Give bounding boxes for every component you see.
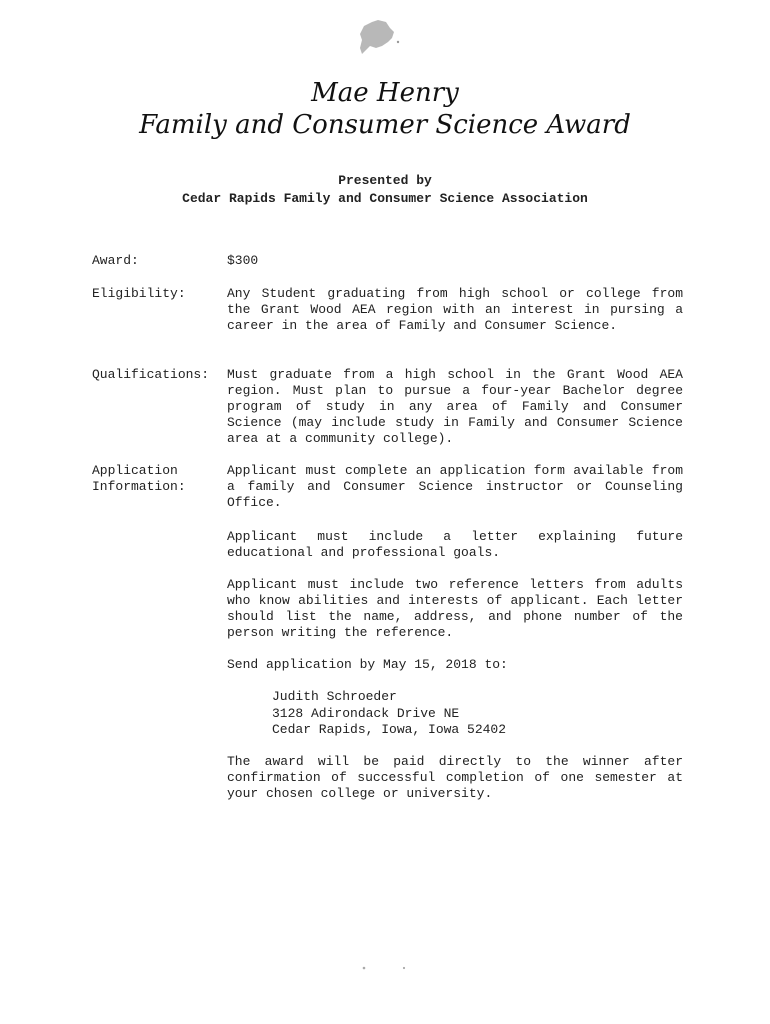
presenting-organization: Cedar Rapids Family and Consumer Science Association [182,191,588,206]
application-label-line-2: Information: [92,479,186,494]
send-instruction: Send application by May 15, 2018 to: [227,657,508,672]
address-street: 3128 Adirondack Drive NE [272,706,460,721]
application-label [92,463,222,495]
qualifications-label: Qualifications: [92,367,210,382]
address-city: Cedar Rapids, Iowa, Iowa 52402 [272,722,507,737]
award-amount: $300 [227,253,259,268]
application-paragraph-3: Applicant must include two reference letters from adults who know abilities and interests of applicant. Each letter should list the name, address, and phone number of the person writing the reference. [227,577,683,640]
eligibility-text: Any Student graduating from high school or college from the Grant Wood AEA region with an interest in pursing a career in the area of Family and Consumer Science. [227,286,683,333]
state-map-logo-icon [352,16,402,60]
title-line-2: Family and Consumer Science Award [139,110,631,140]
address-name: Judith Schroeder [272,689,397,704]
application-paragraph-2: Applicant must include a letter explaining future educational and professional goals. [227,529,683,560]
application-paragraph-1: Applicant must complete an application form available from a family and Consumer Science instructor or Counseling Office. [227,463,683,510]
scan-speck-icon [356,962,416,974]
award-label: Award: [92,253,139,268]
eligibility-label: Eligibility: [92,286,186,301]
application-label-line-1: Application [92,463,178,478]
qualifications-text: Must graduate from a high school in the Grant Wood AEA region. Must plan to pursue a four-year Bachelor degree program of study in any area of Family and Consumer Science (may include study in Family and Consumer Science area at a community college). [227,367,683,446]
presented-by: Presented by [338,173,432,188]
closing-paragraph: The award will be paid directly to the winner after confirmation of successful completion of one semester at your chosen college or university. [227,754,683,801]
title-line-1: Mae Henry [311,78,459,108]
